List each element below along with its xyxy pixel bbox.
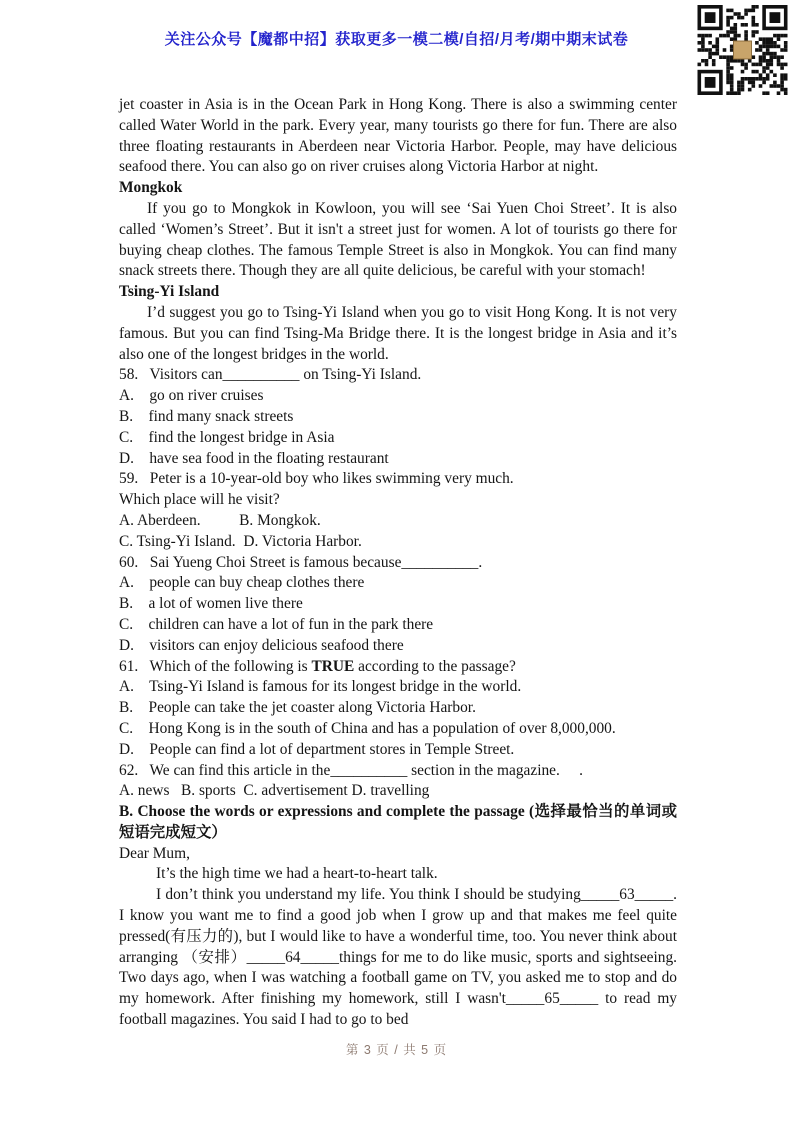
text-line: Tsing-Yi Island <box>119 283 220 301</box>
text-line: A. Tsing-Yi Island is famous for its longest bridge in the world. <box>119 678 522 696</box>
text-line: Mongkok <box>119 179 183 197</box>
text-segment: TRUE <box>311 657 355 675</box>
page-header-banner: 关注公众号【魔都中招】获取更多一模二模/自招/月考/期中期末试卷 <box>164 31 629 48</box>
text-line: 59. Peter is a 10-year-old boy who likes swimming very much. <box>119 470 514 488</box>
text-line: A. Aberdeen. B. Mongkok. <box>119 511 321 529</box>
text-line: 62. We can find this article in the__________ section in the magazine. . <box>119 761 583 779</box>
text-line: It’s the high time we had a heart-to-heart talk. <box>156 865 438 883</box>
text-line: D. visitors can enjoy delicious seafood there <box>119 636 404 654</box>
text-line: I don’t think you understand my life. You think I should be studying_____63_____. I know you want me to find a good job when I grow up and that makes me feel quite pressed(有压力的), but I would like to have a wonderful time, too. You never think about arranging （安排）_____64_____things for me to do like music, sports and sightseeing. Two days ago, when I was watching a football game on TV, you asked me to stop and do my homework. After finishing my homework, still I wasn't_____65_____ to read my football magazines. You said I had to go to bed <box>119 886 677 1029</box>
text-line: B. People can take the jet coaster along Victoria Harbor. <box>119 699 476 717</box>
text-line: If you go to Mongkok in Kowloon, you will see ‘Sai Yuen Choi Street’. It is also called ‘Women’s Street’. But it isn't a street just for women. A lot of tourists go there for buying cheap clothes. The famous Temple Street is also in Mongkok. You can find many snack streets there. Though they are all quite delicious, be careful with your stomach! <box>119 199 677 280</box>
text-line: A. go on river cruises <box>119 387 264 405</box>
page-number: 第 3 页 / 共 5 页 <box>345 1043 448 1057</box>
text-line: B. find many snack streets <box>119 407 294 425</box>
text-line: B. Choose the words or expressions and complete the passage (选择最恰当的单词或短语完成短文） <box>119 803 677 841</box>
text-line: C. Hong Kong is in the south of China and has a population of over 8,000,000. <box>119 719 616 737</box>
text-line: 60. Sai Yueng Choi Street is famous because__________. <box>119 553 483 571</box>
document-body <box>119 95 677 1031</box>
text-line <box>119 657 677 678</box>
text-line: Dear Mum, <box>119 844 190 862</box>
text-line: A. people can buy cheap clothes there <box>119 574 365 592</box>
text-line: C. find the longest bridge in Asia <box>119 428 335 446</box>
text-line: D. have sea food in the floating restaurant <box>119 449 389 467</box>
text-line: Which place will he visit? <box>119 491 280 509</box>
text-line: C. Tsing-Yi Island. D. Victoria Harbor. <box>119 532 362 550</box>
text-segment: 61. Which of the following is <box>119 657 312 675</box>
text-line: B. a lot of women live there <box>119 595 303 613</box>
text-line: jet coaster in Asia is in the Ocean Park in Hong Kong. There is also a swimming center called Water World in the park. Every year, many tourists go there for fun. There are also three floating restaurants in Aberdeen near Victoria Harbor. People, may have delicious seafood there. You can also go on river cruises along Victoria Harbor at night. <box>119 96 677 176</box>
text-segment: according to the passage? <box>354 657 516 675</box>
text-line: C. children can have a lot of fun in the park there <box>119 615 434 633</box>
text-line: D. People can find a lot of department stores in Temple Street. <box>119 740 515 758</box>
text-line: 58. Visitors can__________ on Tsing-Yi Island. <box>119 366 422 384</box>
qr-code <box>695 5 790 95</box>
qr-code-image <box>695 5 790 95</box>
text-line: I’d suggest you go to Tsing-Yi Island when you go to visit Hong Kong. It is not very famous. But you can find Tsing-Ma Bridge there. It is the longest bridge in Asia and it’s also one of the longest bridges in the world. <box>119 303 677 363</box>
text-line: A. news B. sports C. advertisement D. travelling <box>119 782 430 800</box>
